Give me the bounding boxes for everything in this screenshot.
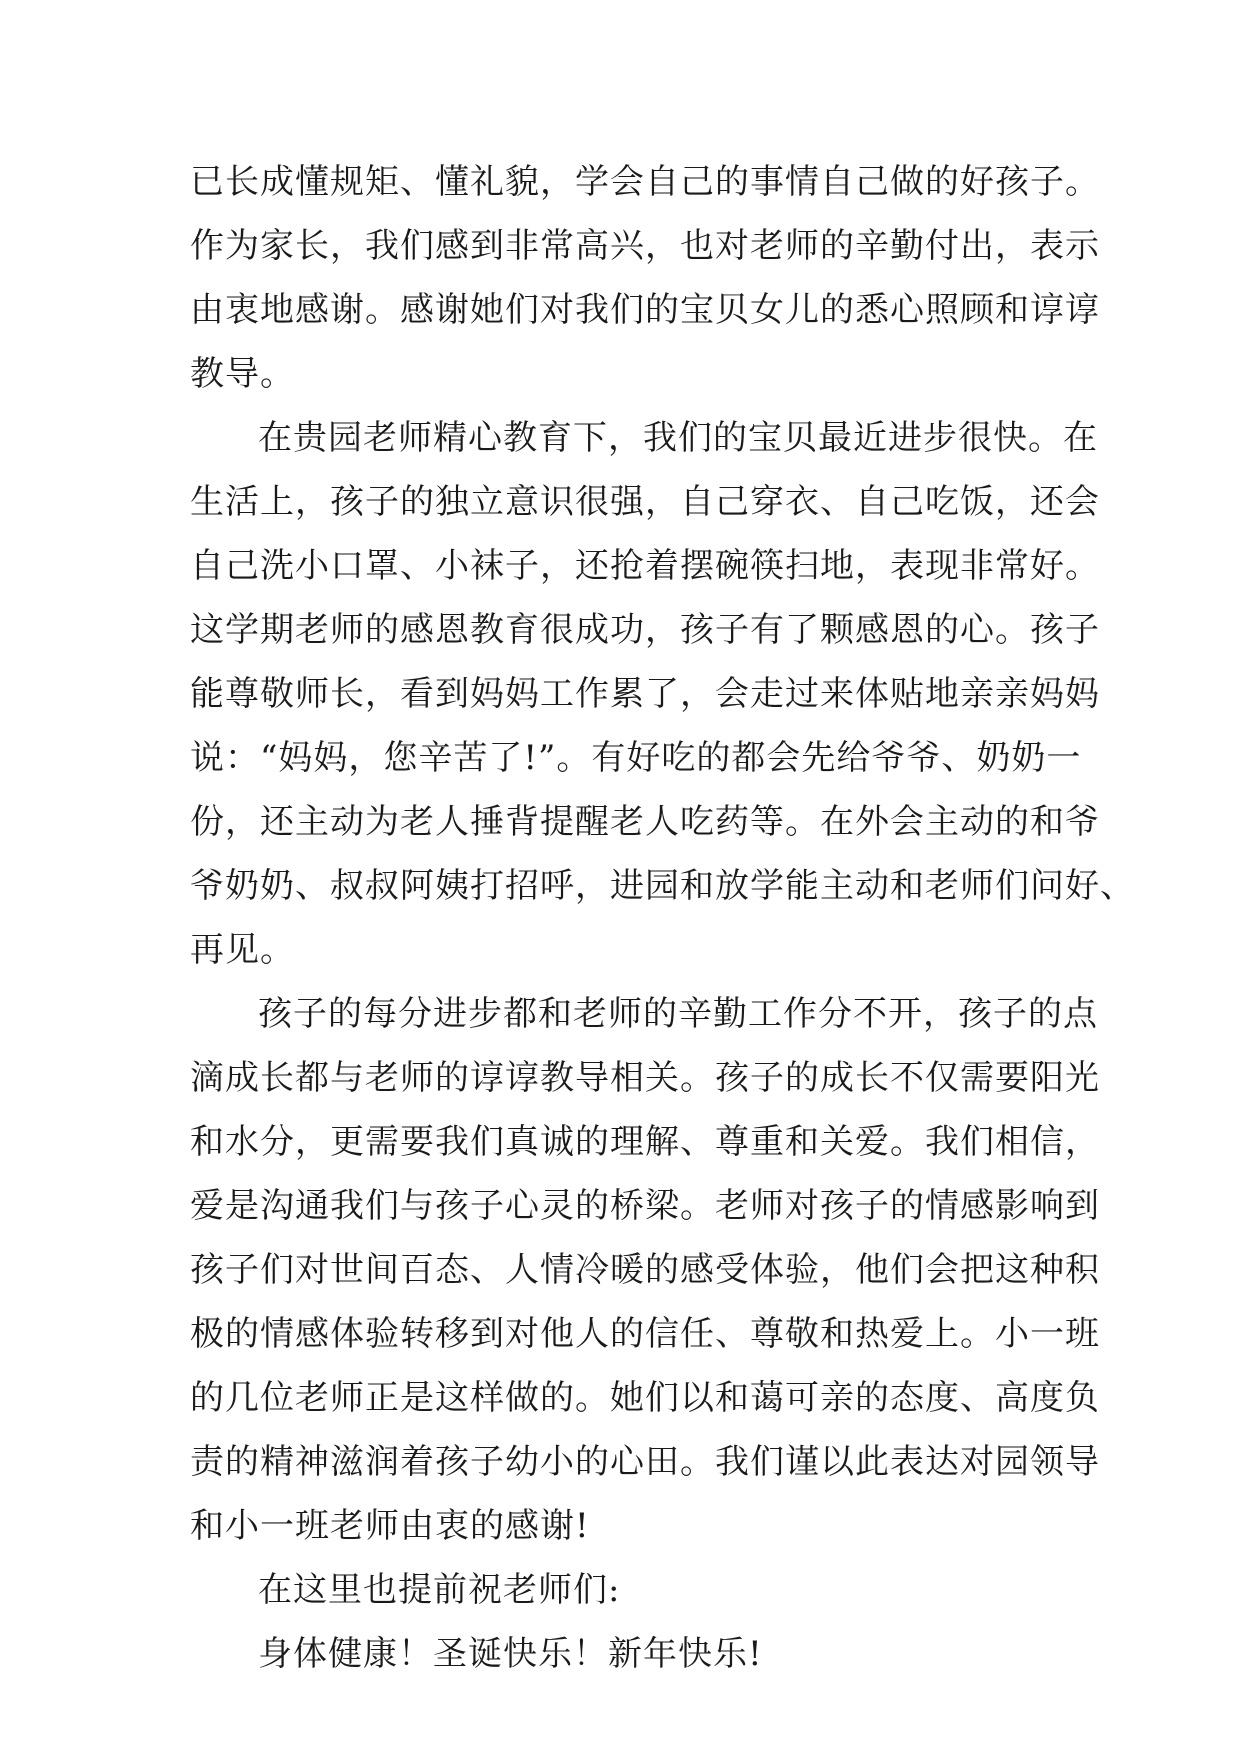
text-line: 作为家长，我们感到非常高兴，也对老师的辛勤付出，表示 bbox=[190, 226, 1100, 266]
text-line: 自己洗小口罩、小袜子，还抢着摆碗筷扫地，表现非常好。 bbox=[190, 546, 1100, 586]
text-line: 孩子的每分进步都和老师的辛勤工作分不开，孩子的点 bbox=[258, 994, 1098, 1034]
text-line: 份，还主动为老人捶背提醒老人吃药等。在外会主动的和爷 bbox=[190, 802, 1100, 842]
text-line: 爱是沟通我们与孩子心灵的桥梁。老师对孩子的情感影响到 bbox=[190, 1186, 1100, 1226]
letter-body bbox=[190, 150, 1135, 1686]
text-line: 由衷地感谢。感谢她们对我们的宝贝女儿的悉心照顾和谆谆 bbox=[190, 290, 1100, 330]
text-line: 已长成懂规矩、懂礼貌，学会自己的事情自己做的好孩子。 bbox=[190, 162, 1100, 202]
text-line: 生活上，孩子的独立意识很强，自己穿衣、自己吃饭，还会 bbox=[190, 482, 1100, 522]
paragraph bbox=[190, 1558, 1060, 1622]
text-line: 在这里也提前祝老师们: bbox=[258, 1570, 621, 1610]
text-line: 教导。 bbox=[190, 354, 295, 394]
paragraph bbox=[190, 150, 1100, 406]
paragraph bbox=[190, 406, 1135, 982]
text-line: 的几位老师正是这样做的。她们以和蔼可亲的态度、高度负 bbox=[190, 1378, 1100, 1418]
text-line: 和水分，更需要我们真诚的理解、尊重和关爱。我们相信， bbox=[190, 1122, 1100, 1162]
text-line: 极的情感体验转移到对他人的信任、尊敬和热爱上。小一班 bbox=[190, 1314, 1100, 1354]
text-line: 责的精神滋润着孩子幼小的心田。我们谨以此表达对园领导 bbox=[190, 1442, 1100, 1482]
text-line: 爷奶奶、叔叔阿姨打招呼，进园和放学能主动和老师们问好、 bbox=[190, 866, 1135, 906]
paragraph bbox=[190, 1622, 1060, 1686]
text-line: 和小一班老师由衷的感谢! bbox=[190, 1506, 590, 1546]
paragraph bbox=[190, 982, 1100, 1558]
text-line: 这学期老师的感恩教育很成功，孩子有了颗感恩的心。孩子 bbox=[190, 610, 1100, 650]
text-line: 在贵园老师精心教育下，我们的宝贝最近进步很快。在 bbox=[258, 418, 1098, 458]
text-line: 身体健康！圣诞快乐！新年快乐! bbox=[258, 1634, 763, 1674]
text-line: 说：“妈妈，您辛苦了!”。有好吃的都会先给爷爷、奶奶一 bbox=[190, 738, 1082, 778]
text-line: 孩子们对世间百态、人情冷暖的感受体验，他们会把这种积 bbox=[190, 1250, 1100, 1290]
text-line: 能尊敬师长，看到妈妈工作累了，会走过来体贴地亲亲妈妈 bbox=[190, 674, 1100, 714]
text-line: 滴成长都与老师的谆谆教导相关。孩子的成长不仅需要阳光 bbox=[190, 1058, 1100, 1098]
text-line: 再见。 bbox=[190, 930, 295, 970]
